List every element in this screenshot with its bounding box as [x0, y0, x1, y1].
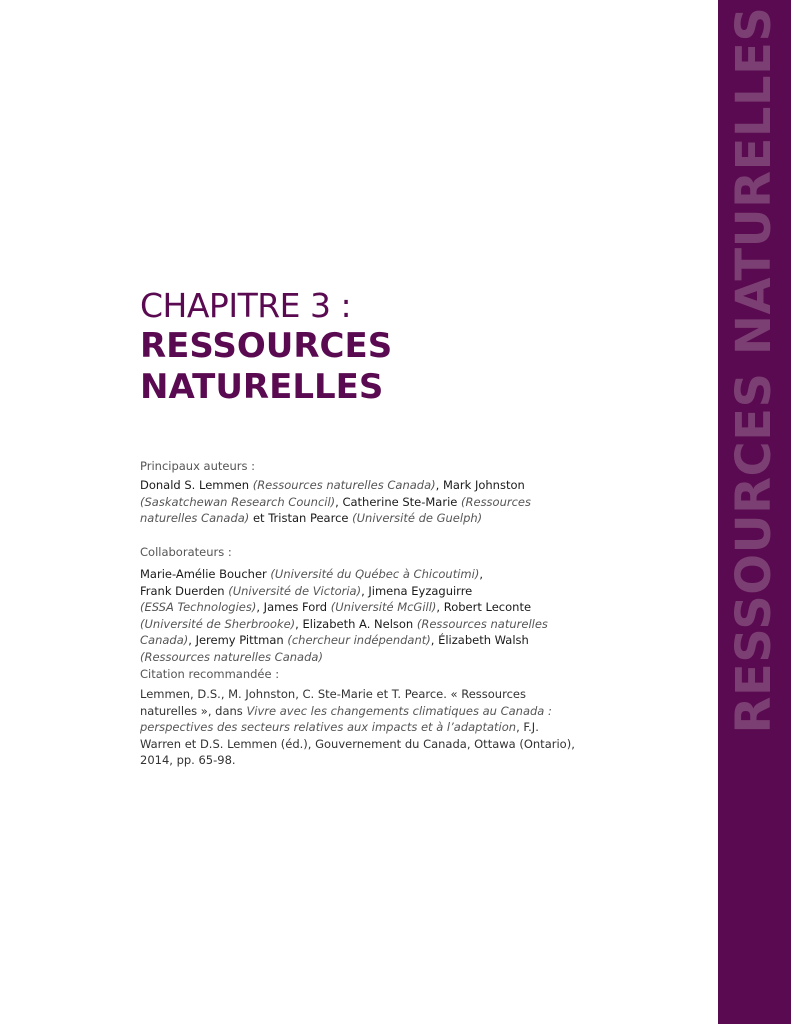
author-affiliation: (Ressources naturelles Canada)	[140, 494, 531, 525]
author-affiliation: (Université de Guelph)	[352, 511, 483, 525]
collaborator-name: Élizabeth Walsh	[438, 633, 529, 647]
collaborator-name: James Ford	[263, 600, 328, 614]
author-name: Donald S. Lemmen	[140, 478, 250, 492]
collaborator-affiliation: (Université de Sherbrooke)	[140, 616, 296, 631]
collaborator-name: Frank Duerden	[140, 583, 225, 598]
authors-list: Donald S. Lemmen (Ressources naturelles Canada), Mark Johnston (Saskatchewan Research Council), Catherine Ste-Marie (Ressources naturelles Canada) et Tristan Pearce (Université de Guelph)	[140, 478, 531, 525]
collaborator-name: Marie-Amélie Boucher	[140, 567, 267, 581]
author-name: Tristan Pearce	[268, 511, 349, 525]
chapter-number: CHAPITRE 3 :	[140, 286, 352, 325]
collaborators-label: Collaborateurs :	[140, 545, 232, 559]
author-affiliation: (Saskatchewan Research Council)	[140, 494, 336, 509]
collaborator-name: Robert Leconte	[443, 600, 532, 614]
collaborator-affiliation: (Ressources naturelles Canada)	[140, 616, 548, 647]
collaborator-affiliation: (Université de Victoria)	[228, 583, 362, 598]
collaborator-affiliation: (Université du Québec à Chicoutimi)	[270, 567, 480, 581]
chapter-title-line-1: RESSOURCES	[140, 326, 393, 366]
chapter-title	[140, 286, 580, 408]
author-name: Mark Johnston	[442, 478, 525, 492]
chapter-title-line-2: NATURELLES	[140, 367, 384, 407]
citation-label: Citation recommandée :	[140, 667, 280, 681]
author-name: Catherine Ste-Marie	[342, 494, 458, 509]
side-bar-chapter-title: RESSOURCES NATURELLES	[726, 6, 782, 734]
collaborator-name: Jeremy Pittman	[195, 633, 284, 647]
authors-label: Principaux auteurs :	[140, 459, 256, 473]
collaborator-name: Elizabeth A. Nelson	[302, 616, 414, 631]
collaborator-affiliation: (Université McGill)	[330, 600, 437, 614]
citation-part-2: , F.J. Warren et D.S. Lemmen (éd.), Gouvernement du Canada, Ottawa (Ontario), 2014, pp. 65-98.	[140, 720, 575, 767]
collaborator-affiliation: (ESSA Technologies)	[140, 600, 257, 614]
collaborators-list: Marie-Amélie Boucher (Université du Québec à Chicoutimi), Frank Duerden (Université de Victoria), Jimena Eyzaguirre (ESSA Technologies), James Ford (Université McGill), Robert Leconte (Université de Sherbrooke), Elizabeth A. Nelson (Ressources naturelles Canada), Jeremy Pittman (chercheur indépendant), Élizabeth Walsh (Ressources naturelles Canada)	[140, 567, 548, 664]
citation-publication-title: Vivre avec les changements climatiques au Canada : perspectives des secteurs relatives aux impacts et à l’adaptation	[140, 703, 552, 734]
collaborator-affiliation: (chercheur indépendant)	[287, 633, 431, 647]
collaborator-name: Jimena Eyzaguirre	[368, 583, 473, 598]
author-affiliation: (Ressources naturelles Canada)	[252, 478, 436, 492]
collaborator-affiliation: (Ressources naturelles Canada)	[140, 649, 323, 664]
conjunction: et	[252, 511, 265, 525]
citation-text	[140, 686, 580, 769]
chapter-side-bar	[718, 0, 791, 1024]
citation-part-1: Lemmen, D.S., M. Johnston, C. Ste-Marie et T. Pearce. « Ressources naturelles », dans	[140, 687, 526, 718]
